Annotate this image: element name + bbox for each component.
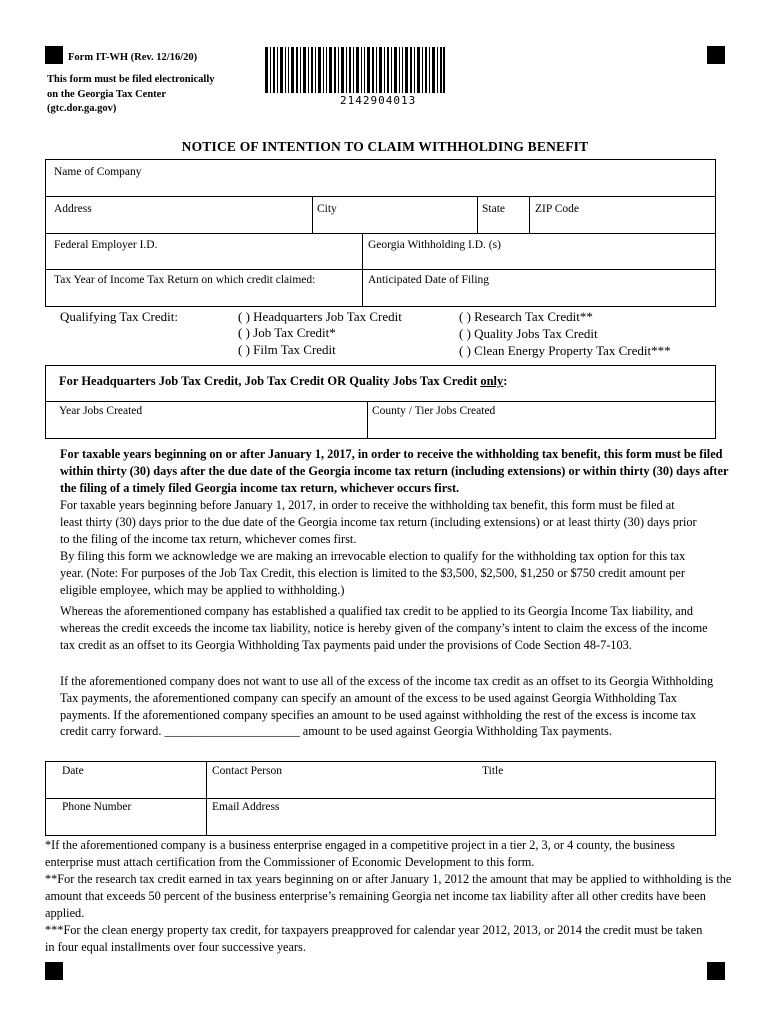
federal-employer-id-label: Federal Employer I.D. <box>54 239 158 251</box>
date-field[interactable] <box>45 761 207 799</box>
registration-mark-bottom-right <box>707 962 725 980</box>
option-headquarters-job-tax-credit[interactable]: ( ) Headquarters Job Tax Credit <box>238 309 402 324</box>
jobs-credit-heading-box <box>45 365 716 402</box>
date-label: Date <box>62 765 84 777</box>
state-label: State <box>482 203 505 215</box>
option-research-tax-credit[interactable]: ( ) Research Tax Credit** <box>459 309 593 324</box>
qualifying-tax-credit-label: Qualifying Tax Credit: <box>60 309 178 324</box>
electronic-filing-note <box>47 73 215 117</box>
form-title: NOTICE OF INTENTION TO CLAIM WITHHOLDING BENEFIT <box>181 139 589 154</box>
electronic-note-line-2: on the Georgia Tax Center <box>47 88 166 100</box>
footnote-clean-energy-credit: ***For the clean energy property tax credit, for taxpayers preapproved for calendar year 2012, 2013, or 2014 the credit must be taken in four equal installments over four successive years. <box>45 923 703 954</box>
county-tier-jobs-label: County / Tier Jobs Created <box>372 405 496 417</box>
form-number: Form IT-WH <box>68 52 128 63</box>
name-of-company-label: Name of Company <box>54 166 142 178</box>
tax-year-field[interactable] <box>45 269 363 307</box>
county-tier-jobs-field[interactable] <box>367 401 716 439</box>
city-field[interactable] <box>312 196 478 234</box>
form-id <box>68 51 197 66</box>
option-film-tax-credit[interactable]: ( ) Film Tax Credit <box>238 342 336 357</box>
registration-mark-bottom-left <box>45 962 63 980</box>
gtc-link-line: (gtc.dor.ga.gov) <box>47 103 117 114</box>
title-label: Title <box>482 765 504 777</box>
city-label: City <box>317 203 337 215</box>
irrevocable-election-paragraph: By filing this form we acknowledge we are making an irrevocable election to qualify for the withholding tax option for this tax year. (Note: For purposes of the Job Tax Credit, this election is limited to the $3,500, $2,500, $1,250 or $750 credit amount per eligible employee, which may be applied to withholding.) <box>60 549 686 597</box>
jobs-credit-heading: For Headquarters Job Tax Credit, Job Tax Credit OR Quality Jobs Tax Credit only: <box>59 374 508 388</box>
option-clean-energy-property-tax-credit[interactable]: ( ) Clean Energy Property Tax Credit*** <box>459 343 671 358</box>
form-revision: (Rev. 12/16/20) <box>130 52 198 63</box>
registration-mark-top-left <box>45 46 63 64</box>
electronic-note-line-1: This form must be filed electronically <box>47 74 215 85</box>
registration-mark-top-right <box>707 46 725 64</box>
filing-deadline-bold-paragraph: For taxable years beginning on or after January 1, 2017, in order to receive the withholding tax benefit, this form must be filed within thirty (30) days after the due date of the Georgia income tax return (including extensions) or within thirty (30) days after the filing of a timely filed Georgia income tax return, whichever occurs first. <box>60 447 729 495</box>
name-of-company-field[interactable] <box>45 159 716 197</box>
filing-deadline-pre-2017-paragraph: For taxable years beginning before January 1, 2017, in order to receive the withholding tax benefit, this form must be filed at least thirty (30) days prior to the due date of the Georgia income tax return (including extensions) or at least thirty (30) days prior to the filing of the income tax return, whichever comes first. <box>60 498 697 546</box>
anticipated-date-label: Anticipated Date of Filing <box>368 274 490 286</box>
footnote-job-tax-credit: *If the aforementioned company is a business enterprise engaged in a competitive project in a tier 2, 3, or 4 county, the business enterprise must attach certification from the Commissioner of Economic Development to this form. <box>45 838 675 869</box>
federal-employer-id-field[interactable] <box>45 233 363 270</box>
option-quality-jobs-tax-credit[interactable]: ( ) Quality Jobs Tax Credit <box>459 326 598 341</box>
year-jobs-created-field[interactable] <box>45 401 368 439</box>
contact-person-label: Contact Person <box>212 765 282 777</box>
georgia-withholding-id-field[interactable] <box>362 233 716 270</box>
option-job-tax-credit[interactable]: ( ) Job Tax Credit* <box>238 325 336 340</box>
state-field[interactable] <box>477 196 530 234</box>
phone-number-label: Phone Number <box>62 801 132 813</box>
georgia-withholding-id-label: Georgia Withholding I.D. (s) <box>368 239 501 251</box>
excess-amount-paragraph: If the aforementioned company does not want to use all of the excess of the income tax credit as an offset to its Georgia Withholding Tax payments, the aforementioned company can specify an amount of the excess to be used against Georgia Withholding Tax payments. If the aforementioned company specifies an amount to be used against withholding the rest of the excess is income tax credit carry forward. ______________________ amount to be used against Georgia Withholding Tax payments. <box>60 674 714 739</box>
tax-year-label: Tax Year of Income Tax Return on which credit claimed: <box>54 274 316 286</box>
barcode-image <box>265 47 445 93</box>
zip-code-field[interactable] <box>529 196 716 234</box>
email-address-label: Email Address <box>212 801 280 813</box>
contact-person-title-field[interactable] <box>206 761 716 799</box>
phone-number-field[interactable] <box>45 798 207 836</box>
zip-code-label: ZIP Code <box>535 203 579 215</box>
anticipated-date-field[interactable] <box>362 269 716 307</box>
footnote-research-tax-credit: **For the research tax credit earned in tax years beginning on or after January 1, 2012 the amount that may be applied to withholding is the amount that exceeds 50 percent of the business enterprise’s remaining Georgia net income tax liability after all other credits have been applied. <box>45 872 732 920</box>
barcode-number: 2142904013 <box>340 94 417 107</box>
gtc-link[interactable]: gtc.dor.ga.gov <box>50 103 113 114</box>
whereas-paragraph: Whereas the aforementioned company has established a qualified tax credit to be applied to its Georgia Income Tax liability, and whereas the credit exceeds the income tax liability, notice is hereby given of the company’s intent to claim the excess of the income tax credit as an offset to its Georgia Withholding Tax payments paid under the provisions of Code Section 48-7-103. <box>60 604 708 652</box>
address-field[interactable] <box>45 196 313 234</box>
address-label: Address <box>54 203 92 215</box>
email-address-field[interactable] <box>206 798 716 836</box>
year-jobs-created-label: Year Jobs Created <box>59 405 143 417</box>
